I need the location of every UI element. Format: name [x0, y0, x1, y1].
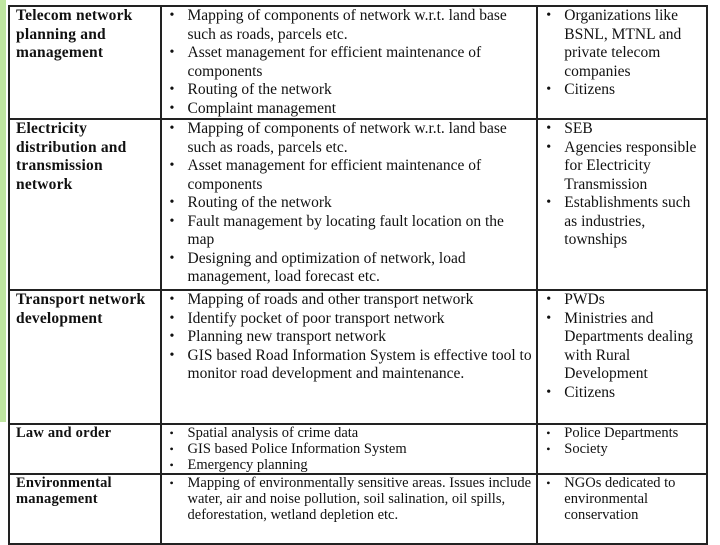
users-cell: [537, 290, 707, 424]
gis-applications-table: [8, 5, 708, 545]
applications-list: [162, 425, 537, 473]
application-text: Designing and optimization of network, load management, load forecast etc.: [187, 249, 466, 285]
bullet-icon: •: [169, 82, 175, 97]
user-item: [538, 425, 704, 441]
bullet-icon: •: [169, 158, 175, 173]
user-item: [538, 310, 704, 384]
bullet-icon: •: [546, 139, 552, 155]
application-item: [162, 457, 535, 473]
user-item: [538, 7, 704, 81]
application-text: Mapping of roads and other transport network: [187, 291, 474, 308]
table-row: [9, 474, 707, 544]
application-text: GIS based Police Information System: [187, 441, 407, 457]
application-text: Identify pocket of poor transport network: [187, 309, 445, 327]
applications-cell: [161, 6, 538, 119]
table-row: [9, 290, 707, 424]
applications-list: [162, 120, 537, 287]
users-list: [538, 425, 706, 457]
users-list: [538, 7, 706, 100]
bullet-icon: •: [169, 310, 175, 326]
bullet-icon: •: [169, 442, 174, 456]
user-text: NGOs dedicated to environmental conservation: [564, 475, 676, 523]
application-item: [162, 157, 535, 194]
user-item: [538, 120, 704, 139]
domain-title: Transport network development: [16, 291, 146, 327]
user-text: PWDs: [564, 291, 605, 308]
bullet-icon: •: [169, 250, 175, 266]
application-item: [162, 120, 535, 157]
bullet-icon: •: [546, 8, 552, 23]
application-item: [162, 328, 535, 347]
bullet-icon: •: [546, 442, 551, 456]
application-item: [162, 100, 535, 119]
user-text: Organizations like BSNL, MTNL and private telecom companies: [564, 7, 682, 80]
bullet-icon: •: [169, 121, 175, 136]
users-list: [538, 475, 706, 523]
application-item: [162, 44, 535, 81]
domain-cell: [9, 424, 161, 474]
application-text: Asset management for efficient maintenance of components: [187, 157, 482, 193]
bullet-icon: •: [169, 213, 175, 229]
bullet-icon: •: [546, 310, 552, 326]
applications-list: [162, 7, 537, 118]
application-item: [162, 7, 535, 44]
bullet-icon: •: [169, 426, 174, 440]
bullet-icon: •: [546, 82, 552, 97]
domain-title: Electricity distribution and transmission network: [16, 120, 127, 193]
domain-cell: [9, 474, 161, 544]
application-item: [162, 347, 535, 384]
users-cell: [537, 6, 707, 119]
domain-cell: [9, 290, 161, 424]
application-item: [162, 475, 535, 523]
user-text: SEB: [564, 120, 593, 137]
bullet-icon: •: [169, 458, 174, 472]
application-item: [162, 310, 535, 329]
user-text: Ministries and Departments dealing with Rural Development: [564, 309, 693, 382]
application-text: Routing of the network: [187, 194, 332, 211]
application-item: [162, 441, 535, 457]
document-page: [8, 0, 708, 540]
application-text: Asset management for efficient maintenance of components: [187, 44, 482, 80]
domain-title: Telecom network planning and management: [16, 7, 133, 61]
users-cell: [537, 474, 707, 544]
user-text: Police Departments: [564, 425, 679, 441]
user-item: [538, 384, 704, 403]
applications-list: [162, 291, 537, 384]
user-item: [538, 81, 704, 100]
side-accent-bar: [0, 0, 6, 422]
user-item: [538, 441, 704, 457]
bullet-icon: •: [169, 195, 175, 210]
user-text: Citizens: [564, 81, 616, 98]
application-text: Routing of the network: [187, 81, 332, 98]
user-item: [538, 194, 704, 250]
application-text: Emergency planning: [187, 457, 308, 473]
application-item: [162, 291, 535, 310]
users-list: [538, 291, 706, 402]
applications-cell: [161, 424, 538, 474]
application-text: Mapping of environmentally sensitive areas. Issues include water, air and noise pollution, soil salination, oil spills, deforestation, wetland depletion etc.: [187, 475, 531, 523]
application-text: Fault management by locating fault location on the map: [187, 212, 504, 248]
domain-title: Environmental management: [16, 475, 112, 507]
application-item: [162, 250, 535, 287]
applications-list: [162, 475, 537, 523]
application-item: [162, 213, 535, 250]
user-text: Agencies responsible for Electricity Transmission: [564, 138, 697, 193]
bullet-icon: •: [546, 121, 552, 136]
application-item: [162, 425, 535, 441]
user-item: [538, 475, 704, 523]
application-text: Mapping of components of network w.r.t. land base such as roads, parcels etc.: [187, 7, 507, 43]
users-cell: [537, 424, 707, 474]
bullet-icon: •: [169, 100, 175, 116]
user-item: [538, 291, 704, 310]
table-row: [9, 424, 707, 474]
application-item: [162, 81, 535, 100]
domain-cell: [9, 119, 161, 290]
application-text: Spatial analysis of crime data: [187, 425, 359, 441]
applications-cell: [161, 474, 538, 544]
bullet-icon: •: [546, 292, 552, 307]
bullet-icon: •: [169, 347, 175, 363]
bullet-icon: •: [169, 476, 174, 490]
user-text: Society: [564, 441, 608, 457]
domain-title: Law and order: [16, 425, 112, 441]
bullet-icon: •: [169, 292, 175, 307]
user-item: [538, 139, 704, 195]
user-text: Citizens: [564, 383, 616, 401]
application-text: GIS based Road Information System is effective tool to monitor road development and maintenance.: [187, 346, 532, 382]
user-text: Establishments such as industries, townships: [564, 194, 691, 248]
bullet-icon: •: [169, 329, 175, 344]
application-text: Planning new transport network: [187, 328, 386, 345]
table-row: [9, 119, 707, 290]
bullet-icon: •: [169, 45, 175, 60]
bullet-icon: •: [546, 195, 552, 210]
applications-cell: [161, 290, 538, 424]
bullet-icon: •: [546, 426, 551, 440]
domain-cell: [9, 6, 161, 119]
application-item: [162, 194, 535, 213]
table-row: [9, 6, 707, 119]
users-cell: [537, 119, 707, 290]
bullet-icon: •: [546, 476, 551, 490]
application-text: Mapping of components of network w.r.t. land base such as roads, parcels etc.: [187, 120, 507, 156]
application-text: Complaint management: [187, 99, 337, 117]
users-list: [538, 120, 706, 250]
bullet-icon: •: [546, 384, 552, 400]
bullet-icon: •: [169, 8, 175, 23]
applications-cell: [161, 119, 538, 290]
